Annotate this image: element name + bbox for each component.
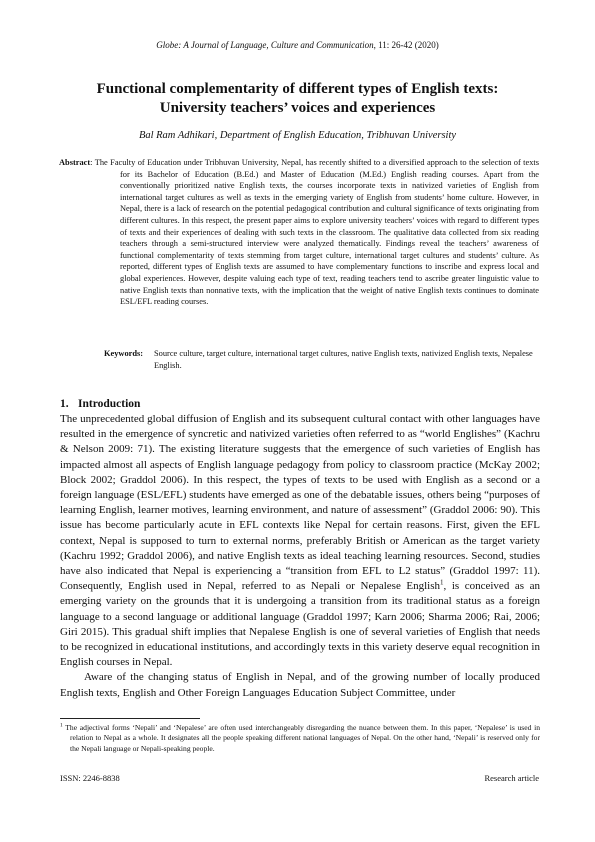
- abstract-text: : The Faculty of Education under Tribhuvan University, Nepal, has recently shifted to a diversified approach to the selection of texts for its Bachelor of Education (B.Ed.) and Master of Education (M.Ed.) English reading courses. Apart from the conventionally prioritized native English texts, the courses incorporate texts in nativized varieties of English from international target cultures as well as texts in the emerging variety of English from students’ home culture. However, in Nepal, there is a lack of research on the potential pedagogical contribution and cultural significance of texts originating from different cultures. In this respect, the present paper aims to explore university teachers’ voices with regard to different types of texts and their experiences of dealing with such texts in the classroom. The qualitative data collected from six reading teachers through a semi-structured interview were analyzed thematically. Findings reveal the teachers’ awareness of functional complementarity of texts stemming from target culture, international target cultures and students’ culture. As reported, different types of English texts are assumed to have complementary functions to inscribe and express local and global experiences. However, despite valuing each type of text, reading teachers tend to ascribe greater linguistic value to native English texts than nonnative texts, with the implication that the weight of native English texts continues to dominate ESL/EFL reading courses.: [90, 158, 539, 307]
- paragraph-2: Aware of the changing status of English in Nepal, and of the growing number of locally produced English texts, English and Other Foreign Languages Education Subject Committee, under: [60, 671, 540, 699]
- section-heading: [60, 398, 140, 410]
- journal-issue: , 11: 26-42 (2020): [373, 40, 439, 50]
- footnote: [60, 723, 540, 754]
- footer-article-type: Research article: [484, 773, 539, 783]
- footnote-text: The adjectival forms ‘Nepali’ and ‘Nepalese’ are often used interchangeably disregarding the nuance between them. In this paper, ‘Nepalese’ is used in relation to Nepal as a whole. It designates all the people speaking different national languages of Nepal. On the other hand, ‘Nepali’ is reserved only for the Nepali language or Nepali-speaking people.: [62, 723, 540, 753]
- footnote-reference[interactable]: 1: [440, 578, 444, 587]
- footer-issn: ISSN: 2246-8838: [60, 773, 120, 783]
- running-head: [0, 40, 595, 50]
- paragraph-1-part-1: The unprecedented global diffusion of English and its subsequent cultural contact with other languages have resulted in the emergence of syncretic and nativized varieties often referred to as “world Englishes” (Kachru & Nelson 2009: 71). The existing literature suggests that the emergence of such varieties of English has impacted almost all aspects of English language pedagogy from policy to classroom practice (McKay 2002; Block 2002; Graddol 2006). In this respect, the types of texts to be used with English as a second or a foreign language (ESL/EFL) students have emerged as one of the debatable issues, others being “purposes of learning English, learner motives, learning environment, and nature of assessment” (Graddol 2006: 90). This issue has become particularly acute in EFL contexts like Nepal for certain reasons. First, given the EFL context, Nepal is supposed to turn to external norms, preferably British or American as the target variety (Kachru 1992; Graddol 2006), and native English texts as ideal teaching learning resources. Second, studies have also indicated that Nepal is experiencing a “transition from EFL to L2 status” (Graddol 1997: 11). Consequently, English used in Nepal, referred to as Nepali or Nepalese English: [60, 413, 540, 593]
- keywords-text: Source culture, target culture, international target cultures, native English texts, nativized English texts, Nepalese English.: [154, 349, 533, 370]
- section-title: Introduction: [78, 398, 141, 410]
- keywords: Keywords: Source culture, target culture, international target cultures, native English texts, nativized English texts, Nepalese English.: [104, 349, 533, 370]
- title-line-1: Functional complementarity of different types of English texts:: [96, 81, 499, 97]
- body-text: [60, 412, 540, 701]
- footnote-divider: [60, 718, 200, 719]
- abstract: [59, 157, 539, 308]
- paragraph-1: [60, 412, 540, 670]
- section-number: 1.: [60, 398, 69, 410]
- title-line-2: University teachers’ voices and experiences: [159, 100, 436, 116]
- paragraph-1-part-2: , is conceived as an emerging variety on the grounds that it is undergoing a transition from its traditional status as a foreign language to a second language or additional language (Graddol 1997; Karn 2006; Sharma 2006; Rai, 2006; Giri 2015). This gradual shift implies that Nepalese English is one of several varieties of English that needs to be recognized in educational institutions, and accordingly texts in this variety deserve equal recognition in English courses in Nepal.: [60, 580, 540, 669]
- keywords-label: Keywords: [104, 349, 141, 358]
- journal-name: Globe: A Journal of Language, Culture and Communication: [156, 40, 374, 50]
- footnote-mark: 1: [60, 722, 63, 729]
- paper-title: [60, 80, 535, 118]
- author-affiliation: Bal Ram Adhikari, Department of English Education, Tribhuvan University: [138, 130, 457, 141]
- abstract-label: Abstract: [59, 158, 91, 167]
